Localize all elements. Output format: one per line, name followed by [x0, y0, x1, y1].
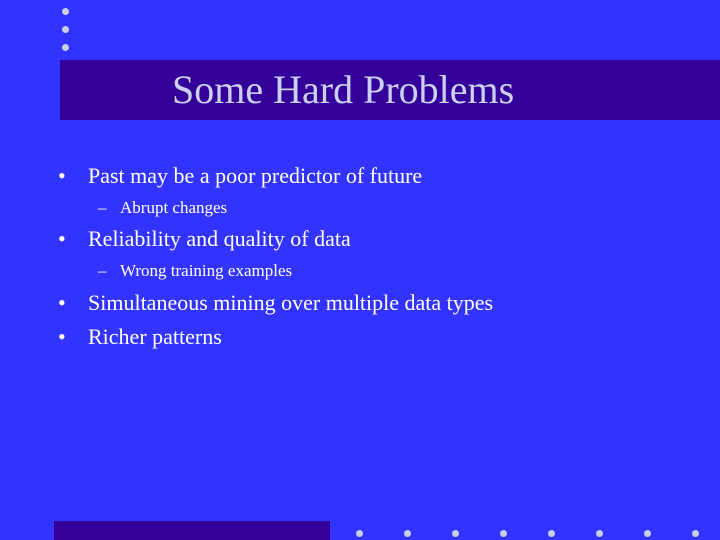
bullet-marker: •: [58, 226, 66, 251]
slide-title: Some Hard Problems: [172, 67, 515, 112]
decor-dot: [644, 530, 651, 537]
title-bar: [60, 60, 720, 120]
bullet-item: [58, 165, 422, 187]
decor-dot: [692, 530, 699, 537]
sub-bullet-item: [98, 199, 227, 216]
bullet-marker: •: [58, 163, 66, 188]
decor-dot: [500, 530, 507, 537]
bullet-text: Reliability and quality of data: [88, 226, 351, 251]
decor-dot: [596, 530, 603, 537]
sub-bullet-text: Wrong training examples: [120, 261, 293, 280]
decor-dot: [404, 530, 411, 537]
decor-dot: [548, 530, 555, 537]
sub-bullet-marker: –: [98, 261, 107, 280]
bullet-text: Richer patterns: [88, 324, 222, 349]
decor-dot: [62, 8, 69, 15]
bullet-item: [58, 326, 222, 348]
bullet-item: [58, 228, 351, 250]
bullet-text: Past may be a poor predictor of future: [88, 163, 423, 188]
sub-bullet-marker: –: [98, 198, 107, 217]
bullet-marker: •: [58, 324, 66, 349]
decor-dot: [62, 26, 69, 33]
bullet-item: [58, 292, 493, 314]
decor-dot: [62, 44, 69, 51]
sub-bullet-text: Abrupt changes: [120, 198, 228, 217]
sub-bullet-item: [98, 262, 292, 279]
bullet-text: Simultaneous mining over multiple data types: [88, 290, 494, 315]
footer-bar: [54, 521, 330, 540]
decor-dot: [356, 530, 363, 537]
decor-dot: [452, 530, 459, 537]
bullet-marker: •: [58, 290, 66, 315]
